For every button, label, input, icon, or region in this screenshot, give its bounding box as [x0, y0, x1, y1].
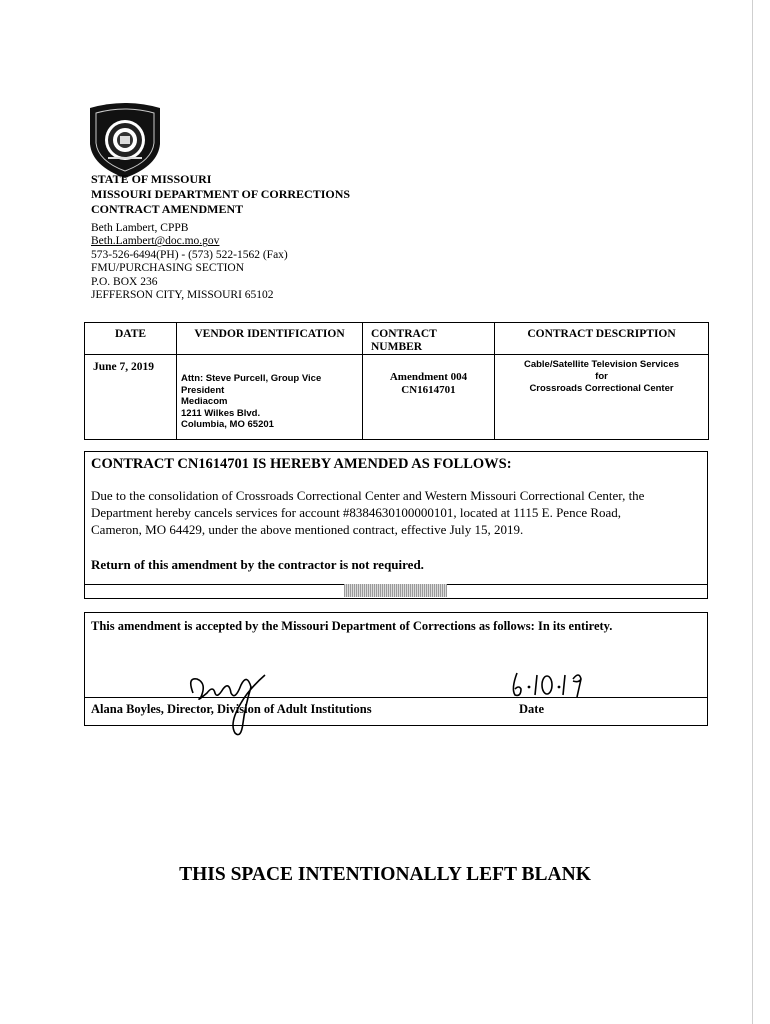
scan-stamp-mark [344, 584, 447, 597]
document-type-title: CONTRACT AMENDMENT [91, 202, 244, 216]
vendor-cell [177, 355, 363, 440]
contact-po-box: P.O. BOX 236 [91, 275, 158, 288]
contract-number: CN1614701 [401, 384, 456, 396]
vendor-city: Columbia, MO 65201 [181, 419, 274, 431]
date-header: DATE [85, 323, 177, 355]
department-seal-logo [86, 100, 164, 180]
amendment-box [84, 451, 708, 599]
contact-name: Beth Lambert, CPPB [91, 222, 189, 234]
state-title: STATE OF MISSOURI [91, 172, 212, 186]
amendment-body [91, 487, 703, 538]
signer-name: Alana Boyles, Director, Division of Adult Institutions [91, 702, 372, 716]
date-label: Date [519, 702, 544, 716]
document-header [91, 172, 350, 217]
contact-block [91, 222, 288, 302]
blank-space-notice: THIS SPACE INTENTIONALLY LEFT BLANK [179, 864, 591, 885]
amendment-number: Amendment 004 [389, 371, 468, 383]
contract-number-header [363, 323, 495, 355]
scan-edge-line [752, 0, 753, 1024]
acceptance-box [84, 612, 708, 726]
amendment-line1: Due to the consolidation of Crossroads Correctional Center and Western Missouri Correctional Center, the [91, 488, 645, 503]
contract-header-line2: NUMBER [371, 341, 423, 353]
amendment-line3: Cameron, MO 64429, under the above mentioned contract, effective July 15, 2019. [91, 522, 524, 537]
contact-section: FMU/PURCHASING SECTION [91, 262, 245, 275]
acceptance-text: This amendment is accepted by the Missouri Department of Corrections as follows: In its entirety. [91, 619, 613, 633]
contact-phone: 573-526-6494(PH) - (573) 522-1562 (Fax) [91, 248, 288, 261]
amendment-line2: Department hereby cancels services for account #8384630100000101, located at 1115 E. Pence Road, [91, 505, 622, 520]
return-note: Return of this amendment by the contractor is not required. [91, 557, 424, 572]
description-line1: Cable/Satellite Television Services [523, 359, 680, 370]
handwritten-date [509, 667, 589, 699]
contact-email-link[interactable]: Beth.Lambert@doc.mo.gov [91, 235, 220, 248]
vendor-street: 1211 Wilkes Blvd. [181, 407, 261, 419]
table-row [85, 355, 709, 440]
description-line3: Crossroads Correctional Center [529, 383, 674, 394]
contract-header-line1: CONTRACT [371, 328, 437, 340]
contract-info-table [84, 322, 709, 440]
contact-city: JEFFERSON CITY, MISSOURI 65102 [91, 289, 274, 302]
vendor-header: VENDOR IDENTIFICATION [177, 323, 363, 355]
department-title: MISSOURI DEPARTMENT OF CORRECTIONS [91, 187, 351, 201]
signature-line [85, 697, 707, 698]
table-header-row [85, 323, 709, 355]
description-line2: for [595, 371, 608, 382]
description-header: CONTRACT DESCRIPTION [495, 323, 709, 355]
vendor-attn-line2: President [181, 384, 225, 396]
vendor-company: Mediacom [181, 396, 228, 408]
date-value: June 7, 2019 [85, 355, 177, 440]
vendor-attn-line1: Attn: Steve Purcell, Group Vice [181, 373, 322, 384]
contract-number-cell [363, 355, 495, 440]
amendment-title: CONTRACT CN1614701 IS HEREBY AMENDED AS FOLLOWS: [91, 456, 512, 472]
description-cell [495, 355, 709, 440]
